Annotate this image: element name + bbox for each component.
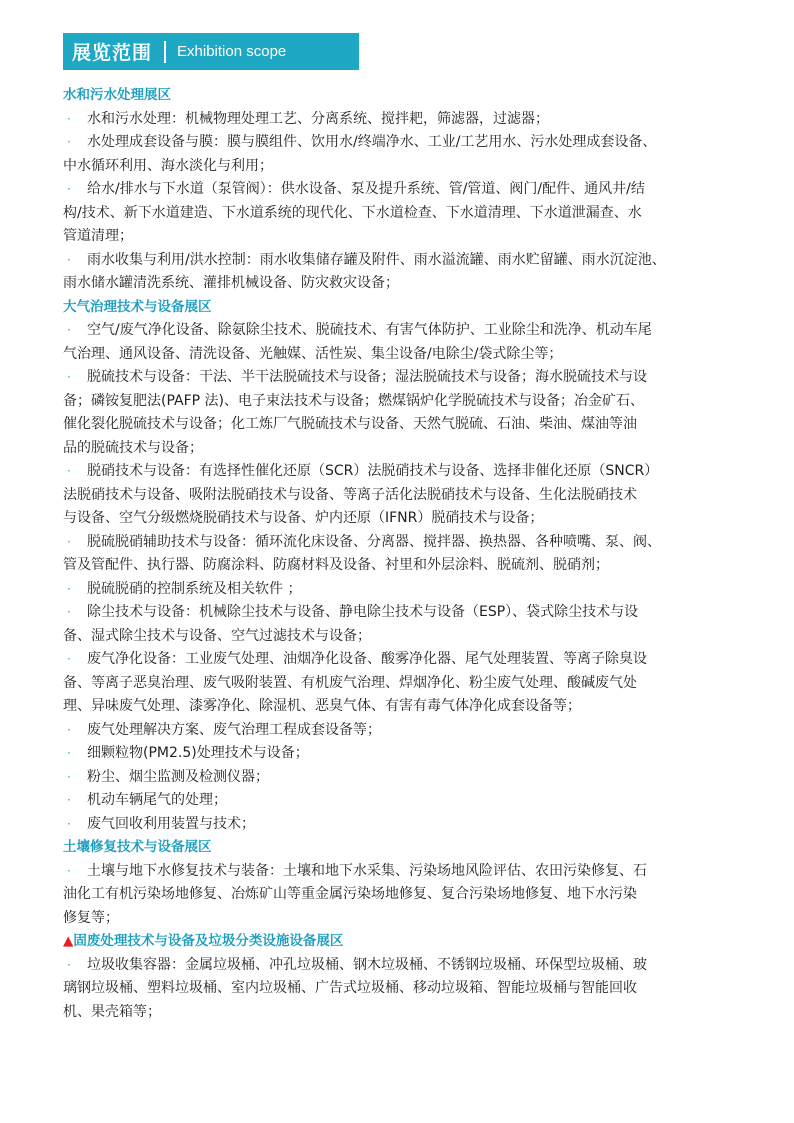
list-item-continuation [63,390,733,414]
list-item-text: 备；磷铵复肥法(PAFP 法)、电子束法技术与设备；燃煤锅炉化学脱硫技术与设备；冶金矿石、 [63,392,644,409]
list-item-text: 粉尘、烟尘监测及检测仪器； [87,768,269,785]
bullet-icon: · [67,863,71,878]
list-item-text: 管及管配件、执行器、防腐涂料、防腐材料及设备、衬里和外层涂料、脱硫剂、脱硝剂； [63,557,609,573]
section-heading [63,296,733,320]
list-item-text: 水处理成套设备与膜：膜与膜组件、饮用水/终端净水、工业/工艺用水、污水处理成套设备、 [87,134,657,150]
list-item [63,531,733,555]
list-item-text: 备、湿式除尘技术与设备、空气过滤技术与设备； [63,627,371,644]
list-item [63,954,733,978]
list-item-text: 气治理、通风设备、清洗设备、光触媒、活性炭、集尘设备/电除尘/袋式除尘等； [63,345,563,362]
bullet-icon: · [67,182,71,196]
list-item-text: 水和污水处理：机械物理处理工艺、分离系统、搅拌耙，筛滤器，过滤器； [87,110,549,127]
list-item-text: 机、果壳箱等； [63,1003,161,1020]
list-item-continuation [63,413,733,437]
list-item-text: 脱硫技术与设备：干法、半干法脱硫技术与设备；湿法脱硫技术与设备；海水脱硫技术与设 [87,369,647,385]
list-item-text: 修复等； [63,909,119,926]
list-item-text: 理、异味废气处理、漆雾净化、除湿机、恶臭气体、有害有毒气体净化成套设备等； [63,698,581,714]
list-item-continuation [63,155,733,179]
list-item [63,131,733,155]
list-item-continuation [63,883,733,907]
section-title: 大气治理技术与设备展区 [63,298,212,315]
header-title-cn: 展览范围 [72,42,153,64]
list-item-text: 废气净化设备：工业废气处理、油烟净化设备、酸雾净化器、尾气处理装置、等离子除臭设 [87,651,647,667]
list-item-continuation [63,225,733,249]
section-heading [63,836,733,860]
list-item-continuation [63,977,733,1001]
list-item-text: 备、等离子恶臭治理、废气吸附装置、有机废气治理、焊烟净化、粉尘废气处理、酸碱废气处 [63,674,637,691]
bullet-icon: · [67,605,71,619]
bullet-icon: · [67,746,71,760]
list-item-text: 与设备、空气分级燃烧脱硝技术与设备、炉内还原（IFNR）脱硝技术与设备； [63,510,544,526]
list-item [63,719,733,743]
list-item-text: 品的脱硫技术与设备； [63,439,203,456]
section-heading [63,930,733,954]
section-heading [63,84,733,108]
list-item-text: 除尘技术与设备：机械除尘技术与设备、静电除尘技术与设备（ESP）、袋式除尘技术与设 [87,604,639,620]
list-item [63,249,733,273]
list-item [63,601,733,625]
list-item-text: 管道清理； [63,228,133,244]
list-item-text: 垃圾收集容器：金属垃圾桶、冲孔垃圾桶、钢木垃圾桶、不锈钢垃圾桶、环保型垃圾桶、玻 [87,956,647,973]
list-item-continuation [63,554,733,578]
section-title: 土壤修复技术与设备展区 [63,839,212,855]
bullet-icon: · [67,793,71,807]
list-item [63,742,733,766]
scope-content [63,84,733,1024]
triangle-marker-icon: ▲ [63,933,74,949]
bullet-icon: · [67,652,71,666]
list-item-text: 构/技术、新下水道建造、下水道系统的现代化、下水道检查、下水道清理、下水道泄漏查、水 [63,204,642,221]
list-item [63,766,733,790]
list-item-text: 废气处理解决方案、废气治理工程成套设备等； [87,721,381,738]
list-item-text: 法脱硝技术与设备、吸附法脱硝技术与设备、等离子活化法脱硝技术与设备、生化法脱硝技术 [63,486,637,503]
bullet-icon: · [67,957,71,972]
bullet-icon: · [67,252,71,267]
bullet-icon: · [67,464,71,478]
list-item-text: 中水循环利用、海水淡化与利用； [63,157,273,174]
list-item-continuation [63,1001,733,1025]
list-item-text: 空气/废气净化设备、除氨除尘技术、脱硫技术、有害气体防护、工业除尘和洗净、机动车尾 [87,322,652,338]
list-item [63,108,733,132]
list-item-text: 雨水收集与利用/洪水控制：雨水收集储存罐及附件、雨水溢流罐、雨水贮留罐、雨水沉淀池、 [87,251,666,268]
bullet-icon: · [67,769,71,784]
list-item-continuation [63,695,733,719]
list-item [63,178,733,202]
list-item [63,366,733,390]
list-item [63,578,733,602]
list-item [63,319,733,343]
bullet-icon: · [67,111,71,126]
bullet-icon: · [67,722,71,737]
list-item-text: 璃钢垃圾桶、塑料垃圾桶、室内垃圾桶、广告式垃圾桶、移动垃圾箱、智能垃圾桶与智能回收 [63,980,637,996]
list-item-text: 雨水储水罐清洗系统、灌排机械设备、防灾救灾设备； [63,275,399,291]
list-item-continuation [63,202,733,226]
bullet-icon: · [67,534,71,549]
bullet-icon: · [67,581,71,596]
list-item-continuation [63,507,733,531]
bullet-icon: · [67,370,71,384]
list-item [63,460,733,484]
list-item-continuation [63,272,733,296]
section-header [63,33,359,70]
list-item-text: 机动车辆尾气的处理； [87,792,227,808]
list-item-text: 土壤与地下水修复技术与装备：土壤和地下水采集、污染场地风险评估、农田污染修复、石 [87,862,647,879]
list-item [63,860,733,884]
list-item-text: 废气回收利用装置与技术； [87,815,255,832]
list-item-text: 给水/排水与下水道（泵管阀）：供水设备、泵及提升系统、管/管道、阀门/配件、通风井/结 [87,181,645,197]
list-item [63,648,733,672]
section-title: 固废处理技术与设备及垃圾分类设施设备展区 [73,933,344,949]
list-item-continuation [63,343,733,367]
section-title: 水和污水处理展区 [63,87,171,103]
list-item-continuation [63,625,733,649]
list-item-continuation [63,484,733,508]
list-item-text: 脱硝技术与设备：有选择性催化还原（SCR）法脱硝技术与设备、选择非催化还原（SNCR） [87,463,659,479]
bullet-icon: · [67,816,71,831]
header-title-en: Exhibition scope [177,43,287,60]
list-item-continuation [63,672,733,696]
list-item-continuation [63,437,733,461]
bullet-icon: · [67,135,71,149]
list-item-text: 催化裂化脱硫技术与设备；化工炼厂气脱硫技术与设备、天然气脱硫、石油、柴油、煤油等油 [63,416,637,432]
list-item [63,789,733,813]
header-divider [164,41,166,63]
list-item-text: 脱硫脱硝辅助技术与设备：循环流化床设备、分离器、搅拌器、换热器、各种喷嘴、泵、阀、 [87,533,661,550]
list-item-text: 脱硫脱硝的控制系统及相关软件 ； [87,580,302,597]
list-item-text: 油化工有机污染场地修复、冶炼矿山等重金属污染场地修复、复合污染场地修复、地下水污染 [63,886,637,902]
bullet-icon: · [67,323,71,337]
list-item [63,813,733,837]
list-item-text: 细颗粒物(PM2.5)处理技术与设备； [87,745,309,761]
list-item-continuation [63,907,733,931]
